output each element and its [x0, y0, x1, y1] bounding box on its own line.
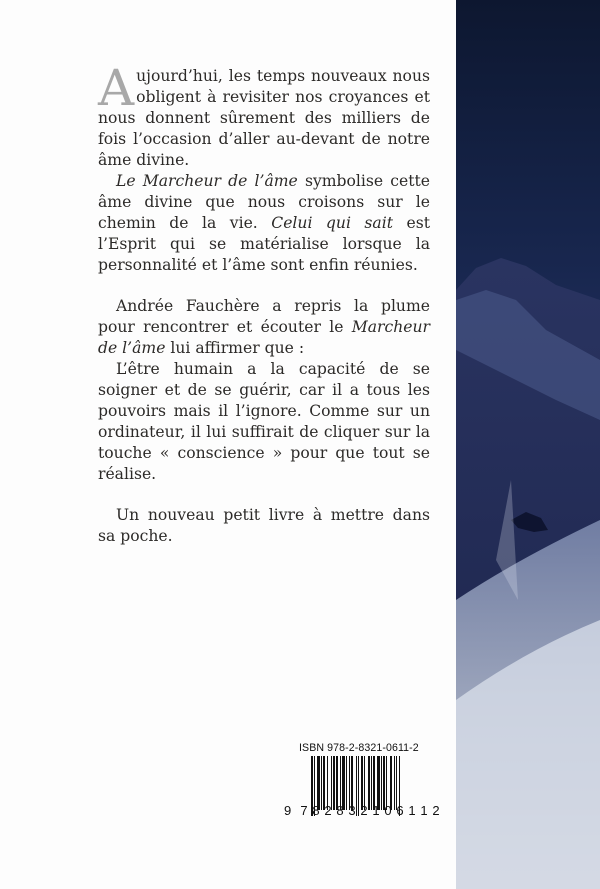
- mountain-illustration: [456, 0, 600, 889]
- barcode-digit: 6: [396, 803, 404, 818]
- barcode-bar: [327, 756, 328, 810]
- barcode-bar: [371, 756, 372, 810]
- paragraph-marcheur: [98, 171, 430, 276]
- barcode-bar: [351, 756, 353, 810]
- barcode-digit: 1: [372, 803, 380, 818]
- barcode-digit: 0: [384, 803, 392, 818]
- barcode-bar: [349, 756, 350, 810]
- barcode-digit: 2: [324, 803, 332, 818]
- barcode-bar: [323, 756, 325, 810]
- paragraph-text: symbolise cette âme divine que nous croisons sur le chemin de la vie.: [98, 172, 431, 232]
- barcode-digit: 3: [348, 803, 356, 818]
- paragraph-text: Andrée Fauchère a repris la plume pour rencontrer et écouter le: [98, 297, 430, 336]
- barcode-bar: [317, 756, 320, 810]
- paragraph-quote: L’être humain a la capacité de se soigner et de se guérir, car il a tous les pouvoirs mais il l’ignore. Comme sur un ordinateur, il lui suffirait de cliquer sur la touche « conscience » pour que tout se réalise.: [98, 360, 430, 483]
- barcode-bar: [368, 756, 370, 810]
- barcode-bar: [386, 756, 387, 810]
- barcode-digits: [284, 803, 450, 818]
- barcode-bar: [342, 756, 345, 810]
- isbn-label: ISBN 978-2-8321-0611-2: [299, 742, 419, 754]
- barcode-bar: [377, 756, 380, 810]
- barcode-digit: 1: [420, 803, 428, 818]
- barcode-bar: [333, 756, 335, 810]
- book-title-italic: Marcheur de l’âme: [98, 318, 430, 357]
- barcode-bar: [361, 756, 363, 810]
- cover-photo-mountain: [456, 0, 600, 889]
- barcode-bar: [340, 756, 341, 810]
- barcode-bar: [381, 756, 382, 810]
- paragraph-author: [98, 296, 430, 359]
- barcode-bar: [336, 756, 338, 810]
- barcode-bar: [390, 756, 392, 810]
- barcode-digit: 8: [336, 803, 344, 818]
- barcode-digit: 9: [284, 803, 292, 818]
- back-cover-text: [98, 59, 431, 547]
- drop-cap: A: [98, 59, 135, 117]
- barcode-bar: [364, 756, 365, 810]
- barcode-bar: [373, 756, 375, 810]
- barcode-bar: [321, 756, 322, 810]
- barcode-bar: [394, 756, 395, 810]
- barcode-bar: [331, 756, 332, 810]
- barcode-bar: [346, 756, 347, 810]
- paragraph-text: est l’Esprit qui se matérialise lorsque la personnalité et l’âme sont enfin réunies.: [98, 214, 430, 274]
- paragraph-closing: Un nouveau petit livre à mettre dans sa poche.: [98, 506, 430, 545]
- italic-phrase: Celui qui sait: [271, 214, 393, 232]
- book-title-italic: Le Marcheur de l’âme: [116, 172, 298, 190]
- barcode-digit: 2: [360, 803, 368, 818]
- barcode-digit: 8: [312, 803, 320, 818]
- paragraph-text: lui affirmer que :: [165, 339, 305, 357]
- barcode-bar: [383, 756, 385, 810]
- barcode-digit: 1: [408, 803, 416, 818]
- barcode-digit: 2: [432, 803, 440, 818]
- paragraph-intro-text: ujourd’hui, les temps nouveaux nous obligent à revisiter nos croyances et nous donnent sûrement des milliers de fois l’occasion d’aller au-devant de notre âme divine.: [98, 67, 430, 169]
- paragraph-intro: [98, 59, 430, 171]
- barcode-digit: 7: [300, 803, 308, 818]
- barcode-bar: [396, 756, 397, 810]
